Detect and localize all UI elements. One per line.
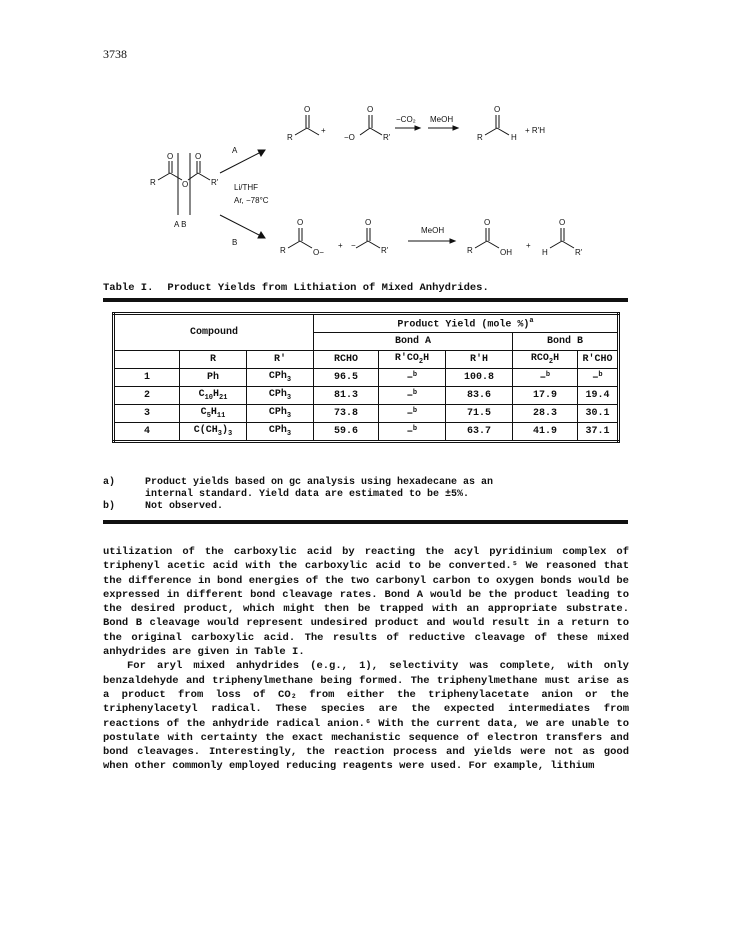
header-yield: Product Yield (mole %)$^a$ bbox=[314, 314, 619, 333]
table-row: 3 $C_5H_{11}$ CPh$_3$ 73.8 −$^b$ 71.5 28.3 30.1 bbox=[114, 405, 619, 423]
bot-o2: O bbox=[365, 218, 372, 227]
bond-labels: A B bbox=[174, 220, 187, 229]
note-a-text-1: Product yields based on gc analysis using hexadecane as an bbox=[145, 477, 494, 488]
yield-table bbox=[112, 312, 620, 443]
note-a-key: a) bbox=[103, 477, 116, 488]
header-rcho: RCHO bbox=[314, 351, 379, 369]
anhydride-rp: R' bbox=[211, 178, 219, 187]
header-rpcho: R'CHO bbox=[578, 351, 619, 369]
bot-o4: O bbox=[559, 218, 566, 227]
table-footnotes bbox=[103, 477, 493, 513]
header-rph: R'H bbox=[446, 351, 513, 369]
bot-minus: − bbox=[351, 241, 356, 250]
path-a-label: A bbox=[232, 146, 238, 155]
top-h: H bbox=[511, 133, 517, 142]
header-rp: R' bbox=[247, 351, 314, 369]
table-row: 2 $C_{10}H_{21}$ CPh$_3$ 81.3 −$^b$ 83.6 17.9 19.4 bbox=[114, 387, 619, 405]
top-rule bbox=[103, 298, 628, 302]
step-co2: −CO₂ bbox=[396, 115, 416, 124]
anhydride-o2: O bbox=[195, 152, 202, 161]
reagent-conditions: Ar, −78°C bbox=[234, 196, 269, 205]
bot-r3: R bbox=[467, 246, 473, 255]
paragraph-1: utilization of the carboxylic acid by reacting the acyl pyridinium complex of triphenyl acetic acid with the carboxylic acid to be converted.⁵ We reasoned that the difference in bond energies of the two carbonyl carbon to oxygen bonds would be expressed in different bond cleavage rates. Bond A would be the product leading to the desired product, which might then be trapped with an appropriate substrate. Bond B cleavage would represent undesired product and would result in a return to the original carboxylic acid. The results of reductive cleavage of these mixed anhydrides are given in Table I. bbox=[103, 546, 629, 659]
reaction-scheme bbox=[130, 95, 610, 275]
top-o2: O bbox=[367, 105, 374, 114]
body-text bbox=[103, 545, 629, 774]
note-b-text: Not observed. bbox=[145, 501, 224, 512]
bot-o3: O bbox=[484, 218, 491, 227]
bot-o1: O bbox=[297, 218, 304, 227]
header-compound: Compound bbox=[114, 314, 314, 351]
note-a-text-2: internal standard. Yield data are estimated to be ±5%. bbox=[145, 489, 470, 500]
top-minus-o: −O bbox=[344, 133, 355, 142]
page-number: 3738 bbox=[103, 47, 127, 61]
header-bond-b: Bond B bbox=[513, 333, 619, 351]
meoh-a: MeOH bbox=[430, 115, 454, 124]
paragraph-2: For aryl mixed anhydrides (e.g., 1), selectivity was complete, with only benzaldehyde and triphenylmethane being formed. The triphenylmethane must arise as a product from loss of CO₂ from either the triphenylacetate anion or the triphenylacetyl radical. These species are the expected intermediates from reactions of the anhydride radical anion.⁶ With the current data, we are unable to postulate with certainty the exact mechanistic sequence of electron transfers and bond cleavages. Interestingly, the reaction process and yields were not as good when other commonly employed reducing reagents were used. For example, lithium bbox=[103, 660, 629, 773]
path-b-label: B bbox=[232, 238, 238, 247]
reagent-li-thf: Li/THF bbox=[234, 183, 258, 192]
top-r3: R bbox=[477, 133, 483, 142]
table-row: 1 Ph CPh$_3$ 96.5 −$^b$ 100.8 −$^b$ −$^b$ bbox=[114, 369, 619, 387]
anhydride-r: R bbox=[150, 178, 156, 187]
table-row: 4 $C(CH_3)_3$ CPh$_3$ 59.6 −$^b$ 63.7 41.9 37.1 bbox=[114, 423, 619, 442]
table-caption-text: Product Yields from Lithiation of Mixed Anhydrides. bbox=[167, 282, 489, 294]
top-rp: R' bbox=[383, 133, 391, 142]
anhydride-o-bridge: O bbox=[182, 180, 189, 189]
bot-plus1: + bbox=[338, 241, 343, 250]
bot-plus2: + bbox=[526, 241, 531, 250]
table-caption-label: Table I. bbox=[103, 282, 154, 294]
note-b-key: b) bbox=[103, 501, 116, 512]
header-bond-a: Bond A bbox=[314, 333, 513, 351]
header-blank bbox=[114, 351, 180, 369]
meoh-b: MeOH bbox=[421, 226, 445, 235]
bot-rp2: R' bbox=[575, 248, 583, 257]
header-rco2h: $RCO_2H$ bbox=[513, 351, 578, 369]
bottom-rule bbox=[103, 520, 628, 524]
bot-h: H bbox=[542, 248, 548, 257]
top-r1: R bbox=[287, 133, 293, 142]
top-o1: O bbox=[304, 105, 311, 114]
header-rpco2h: $R'CO_2H$ bbox=[379, 351, 446, 369]
top-plus1: + bbox=[321, 126, 326, 135]
header-r: R bbox=[180, 351, 247, 369]
table-caption bbox=[103, 282, 489, 294]
bot-r1: R bbox=[280, 246, 286, 255]
top-o3: O bbox=[494, 105, 501, 114]
anhydride-o1: O bbox=[167, 152, 174, 161]
bot-o-minus: O− bbox=[313, 248, 324, 257]
plus-rh: + R'H bbox=[525, 126, 545, 135]
bot-rp: R' bbox=[381, 246, 389, 255]
bot-oh: OH bbox=[500, 248, 512, 257]
